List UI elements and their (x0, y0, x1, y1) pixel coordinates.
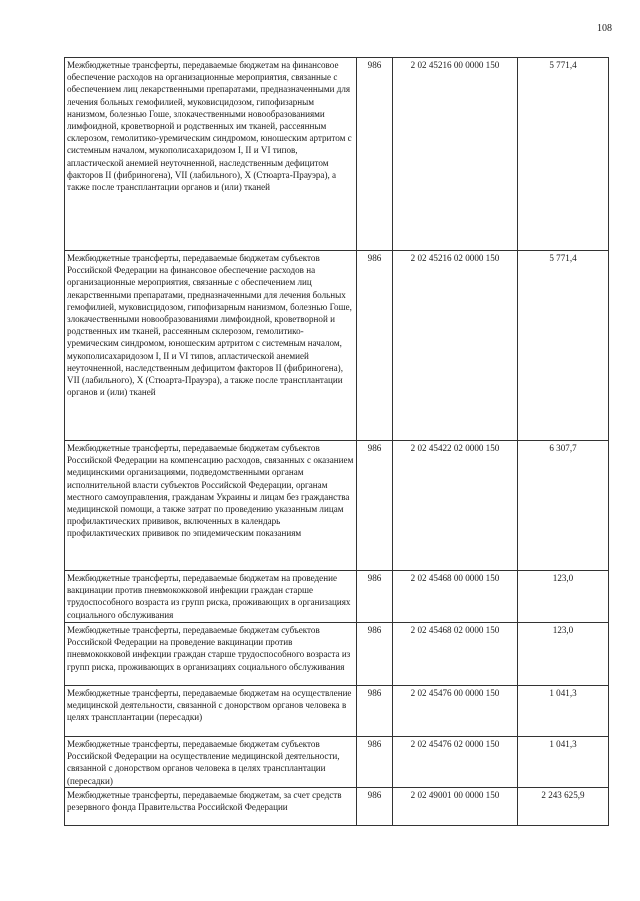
row-amount: 1 041,3 (518, 737, 609, 788)
table-row (65, 737, 609, 788)
row-description: Межбюджетные трансферты, передаваемые бюджетам субъектов Российской Федерации на компенсацию расходов, связанных с оказанием медицинскими организациями, подведомственными органам исполнительной власти субъектов Российской Федерации, органам местного самоуправления, гражданам Украины и лицам без гражданства медицинской помощи, а также затрат по проведению указанным лицам профилактических прививок, включенных в календарь профилактических прививок по эпидемическим показаниям (65, 441, 357, 571)
row-kbk-code: 2 02 49001 00 0000 150 (393, 788, 518, 826)
row-kbk-code: 2 02 45476 00 0000 150 (393, 686, 518, 737)
table-row (65, 441, 609, 571)
row-kbk-code: 2 02 45468 00 0000 150 (393, 571, 518, 623)
row-amount: 5 771,4 (518, 251, 609, 441)
table-row (65, 58, 609, 251)
row-admin-code: 986 (357, 737, 393, 788)
row-amount: 2 243 625,9 (518, 788, 609, 826)
row-amount: 123,0 (518, 623, 609, 686)
table-row (65, 251, 609, 441)
row-admin-code: 986 (357, 788, 393, 826)
row-kbk-code: 2 02 45468 02 0000 150 (393, 623, 518, 686)
revenue-table (64, 57, 609, 826)
row-kbk-code: 2 02 45422 02 0000 150 (393, 441, 518, 571)
table-row (65, 686, 609, 737)
row-amount: 123,0 (518, 571, 609, 623)
row-description: Межбюджетные трансферты, передаваемые бюджетам, за счет средств резервного фонда Правительства Российской Федерации (65, 788, 357, 826)
row-description: Межбюджетные трансферты, передаваемые бюджетам на финансовое обеспечение расходов на организационные мероприятия, связанные с обеспечением лиц лекарственными препаратами, предназначенными для лечения больных гемофилией, муковисцидозом, гипофизарным нанизмом, болезнью Гоше, злокачественными новообразованиями лимфоидной, кроветворной и родственных им тканей, рассеянным склерозом, гемолитико-уремическим синдромом, юношеским артритом с системным началом, мукополисахаридозом I, II и VI типов, апластической анемией неуточненной, наследственным дефицитом факторов II (фибриногена), VII (лабильного), X (Стюарта-Прауэра), а также после трансплантации органов и (или) тканей (65, 58, 357, 251)
row-admin-code: 986 (357, 251, 393, 441)
row-amount: 6 307,7 (518, 441, 609, 571)
row-admin-code: 986 (357, 623, 393, 686)
row-description: Межбюджетные трансферты, передаваемые бюджетам субъектов Российской Федерации на финансовое обеспечение расходов на организационные мероприятия, связанные с обеспечением лиц лекарственными препаратами, предназначенными для лечения больных гемофилией, муковисцидозом, гипофизарным нанизмом, болезнью Гоше, злокачественными новообразованиями лимфоидной, кроветворной и родственных им тканей, рассеянным склерозом, гемолитико-уремическим синдромом, юношеским артритом с системным началом, мукополисахаридозом I, II и VI типов, апластической анемией неуточненной, наследственным дефицитом факторов II (фибриногена), VII (лабильного), X (Стюарта-Прауэра), а также после трансплантации органов и (или) тканей (65, 251, 357, 441)
row-admin-code: 986 (357, 441, 393, 571)
row-amount: 5 771,4 (518, 58, 609, 251)
row-kbk-code: 2 02 45216 02 0000 150 (393, 251, 518, 441)
table-row (65, 623, 609, 686)
row-admin-code: 986 (357, 571, 393, 623)
row-description: Межбюджетные трансферты, передаваемые бюджетам на осуществление медицинской деятельности, связанной с донорством органов человека в целях трансплантации (пересадки) (65, 686, 357, 737)
row-admin-code: 986 (357, 58, 393, 251)
row-amount: 1 041,3 (518, 686, 609, 737)
row-description: Межбюджетные трансферты, передаваемые бюджетам на проведение вакцинации против пневмококковой инфекции граждан старше трудоспособного возраста из групп риска, проживающих в организациях социального обслуживания (65, 571, 357, 623)
page-number: 108 (597, 23, 612, 34)
row-kbk-code: 2 02 45216 00 0000 150 (393, 58, 518, 251)
table-row (65, 571, 609, 623)
table-row (65, 788, 609, 826)
row-description: Межбюджетные трансферты, передаваемые бюджетам субъектов Российской Федерации на проведение вакцинации против пневмококковой инфекции граждан старше трудоспособного возраста из групп риска, проживающих в организациях социального обслуживания (65, 623, 357, 686)
row-kbk-code: 2 02 45476 02 0000 150 (393, 737, 518, 788)
row-description: Межбюджетные трансферты, передаваемые бюджетам субъектов Российской Федерации на осуществление медицинской деятельности, связанной с донорством органов человека в целях трансплантации (пересадки) (65, 737, 357, 788)
row-admin-code: 986 (357, 686, 393, 737)
